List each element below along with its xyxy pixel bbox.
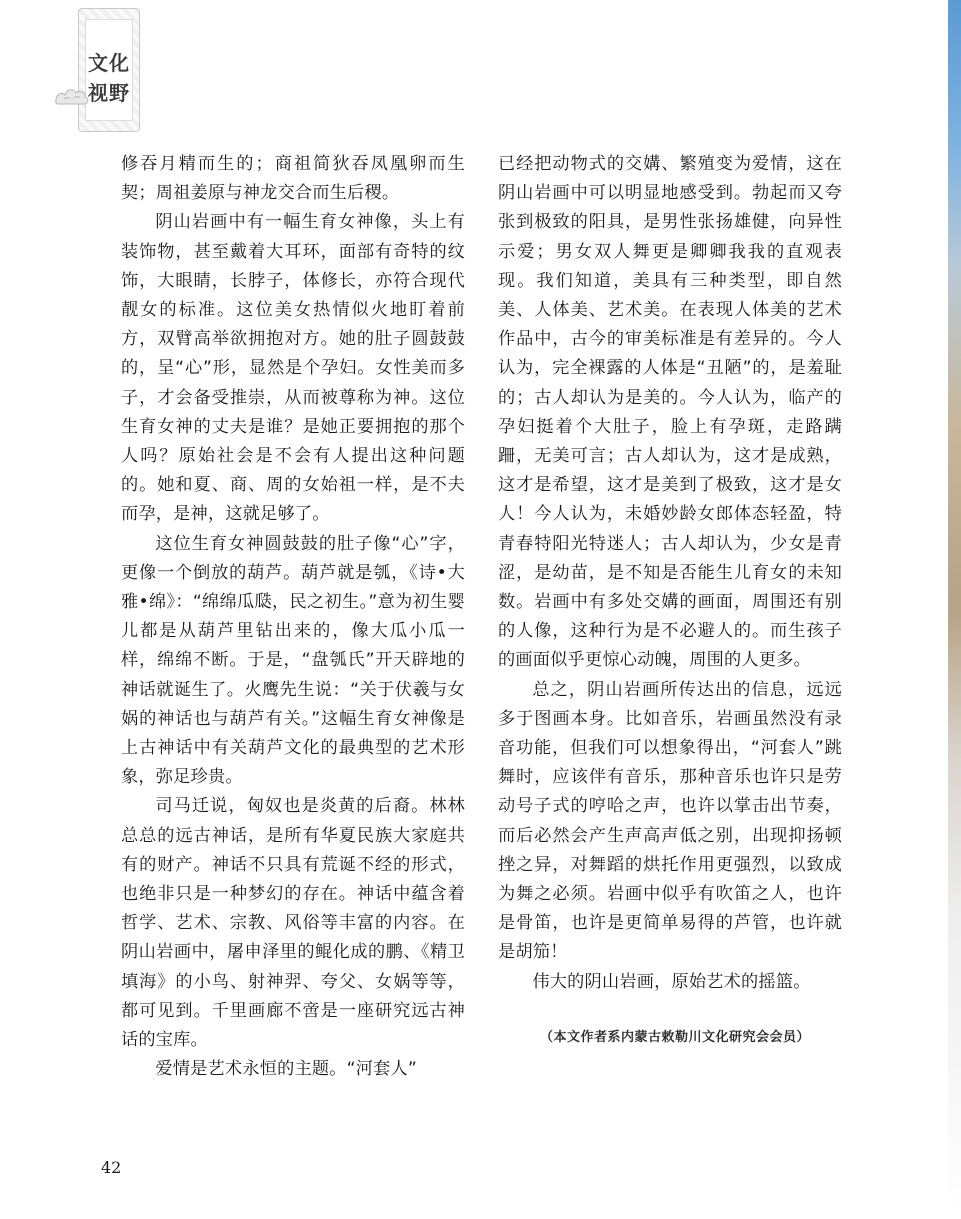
- page-number: 42: [101, 1158, 122, 1177]
- cloud-ornament-icon: [54, 84, 90, 106]
- author-note: （本文作者系内蒙古敕勒川文化研究会会员）: [540, 1030, 811, 1045]
- paragraph: 阴山岩画中有一幅生育女神像，头上有装饰物，甚至戴着大耳环，面部有奇特的纹饰，大眼睛，长脖子，体修长，亦符合现代靓女的标准。这位美女热情似火地盯着前方，双臂高举欲拥抱对方。她的肚子圆鼓鼓的，呈“心”形，显然是个孕妇。女性美而多子，才会备受推崇，从而被尊称为神。这位生育女神的丈夫是谁？是她正要拥抱的那个人吗？原始社会是不会有人提出这种问题的。她和夏、商、周的女始祖一样，是不夫而孕，是神，这就足够了。: [121, 212, 465, 525]
- badge-line-1: 文化: [88, 51, 130, 75]
- paragraph: 司马迁说，匈奴也是炎黄的后裔。林林总总的远古神话，是所有华夏民族大家庭共有的财产。神话不只具有荒诞不经的形式，也绝非只是一种梦幻的存在。神话中蕴含着哲学、艺术、宗教、风俗等丰富的内容。在阴山岩画中，屠申泽里的鲲化成的鹏、《精卫填海》的小鸟、射神羿、夸父、女娲等等，都可见到。千里画廊不啻是一座研究远古神话的宝库。: [121, 796, 465, 1051]
- section-badge: [78, 8, 140, 132]
- edge-photo-strip: [948, 0, 961, 1219]
- paragraph: 爱情是艺术永恒的主题。“河套人”: [155, 1059, 418, 1080]
- badge-line-2: 视野: [88, 81, 130, 105]
- paragraph: 伟大的阴山岩画，原始艺术的摇篮。: [532, 971, 811, 992]
- right-column: [498, 150, 842, 997]
- paragraph: 总之，阴山岩画所传达出的信息，远远多于图画本身。比如音乐，岩画虽然没有录音功能，但我们可以想象得出，“河套人”跳舞时，应该伴有音乐，那种音乐也许只是劳动号子式的哼哈之声，也许以掌击出节奏，而后必然会产生声高声低之别，出现抑扬顿挫之异，对舞蹈的烘托作用更强烈，以致成为舞之必须。岩画中似乎有吹笛之人，也许是骨笛，也许是更简单易得的芦管，也许就是胡笳！: [498, 679, 842, 963]
- paragraph: 这位生育女神圆鼓鼓的肚子像“心”字，更像一个倒放的葫芦。葫芦就是瓠，《诗•大雅•绵》：“绵绵瓜瓞，民之初生。”意为初生婴儿都是从葫芦里钻出来的，像大瓜小瓜一样，绵绵不断。于是，“盘瓠氏”开天辟地的神话就诞生了。火鹰先生说：“关于伏羲与女娲的神话也与葫芦有关。”这幅生育女神像是上古神话中有关葫芦文化的最典型的艺术形象，弥足珍贵。: [121, 533, 465, 788]
- paragraph: 修吞月精而生的；商祖简狄吞凤凰卵而生契；周祖姜原与神龙交合而生后稷。: [121, 154, 465, 204]
- paragraph: 已经把动物式的交媾、繁殖变为爱情，这在阴山岩画中可以明显地感受到。勃起而又夸张到极致的阳具，是男性张扬雄健，向异性示爱；男女双人舞更是卿卿我我的直观表现。我们知道，美具有三种类型，即自然美、人体美、艺术美。在表现人体美的艺术作品中，古今的审美标准是有差异的。今人认为，完全裸露的人体是“丑陋”的，是羞耻的；古人却认为是美的。今人认为，临产的孕妇挺着个大肚子，脸上有孕斑，走路蹒跚，无美可言；古人却认为，这才是成熟，这才是希望，这才是美到了极致，这才是女人！今人认为，未婚妙龄女郎体态轻盈，特青春特阳光特迷人；古人却认为，少女是青涩，是幼苗，是不知是否能生儿育女的未知数。岩画中有多处交媾的画面，周围还有别的人像，这种行为是不必避人的。而生孩子的画面似乎更惊心动魄，周围的人更多。: [498, 154, 842, 671]
- left-column: [121, 150, 465, 1085]
